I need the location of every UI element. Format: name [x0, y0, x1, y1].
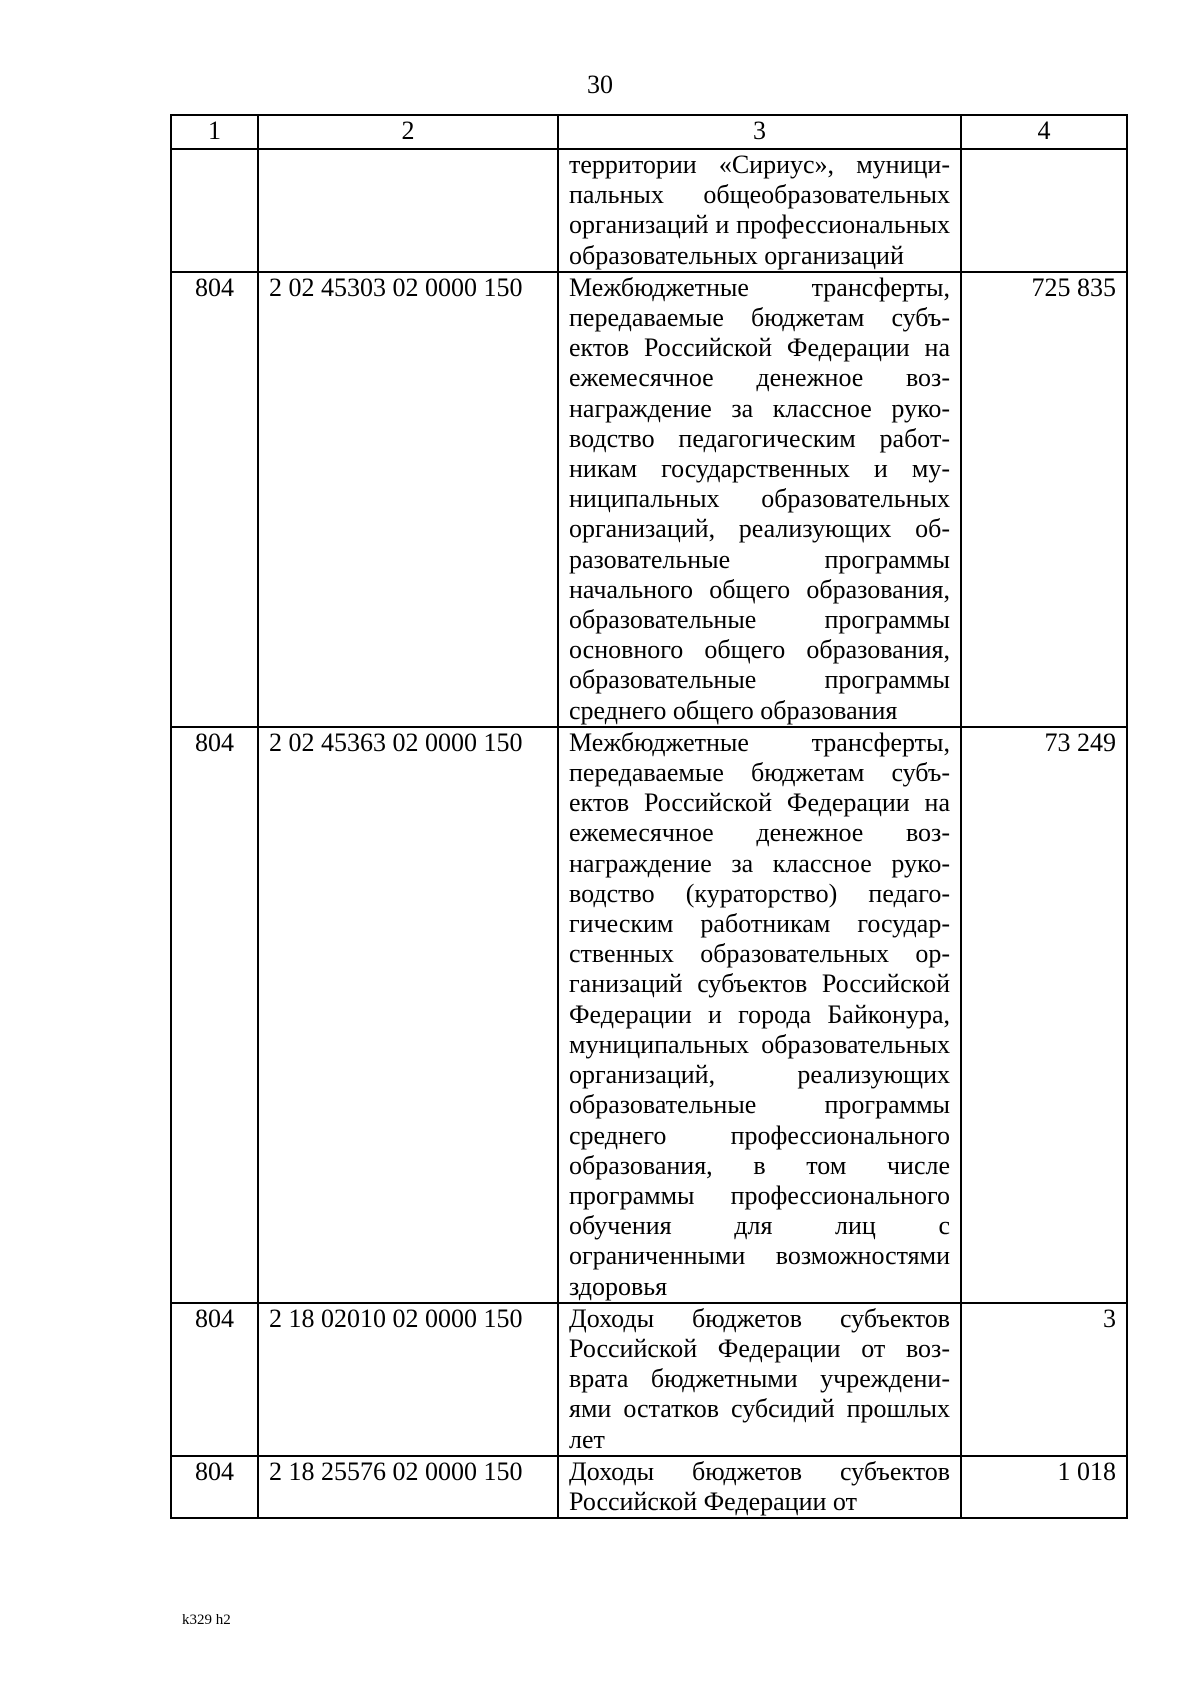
revenue-table: [170, 114, 1128, 1519]
description-cell: Межбюджетные трансферты, передаваемые бюджетам субъектов Российской Федерации на ежемесячное денежное вознаграждение за классное руководство (кураторство) педагогическим работникам государственных образовательных организаций субъектов Российской Федерации и города Байконура, муниципальных образовательных организаций, реализующих образовательные программы среднего профессионального образования, в том числе программы профессионального обучения для лиц с ограниченными возможностями здоровья: [558, 727, 961, 1303]
table-row: [171, 1456, 1127, 1518]
column-header-1: 1: [171, 115, 258, 149]
column-header-4: 4: [961, 115, 1127, 149]
kbk-cell: 2 18 25576 02 0000 150: [258, 1456, 558, 1518]
document-footer-code: k329 h2: [182, 1612, 231, 1628]
column-header-2: 2: [258, 115, 558, 149]
admin-code-cell: 804: [171, 727, 258, 1303]
description-cell: Межбюджетные трансферты, передаваемые бюджетам субъектов Российской Федерации на ежемесячное денежное вознаграждение за классное руководство педагогическим работникам государственных и муниципальных образовательных организаций, реализующих образовательные программы начального общего образования, образовательные программы основного общего образования, образовательные программы среднего общего образования: [558, 272, 961, 727]
page-number: 30: [587, 70, 613, 99]
amount-cell: 3: [961, 1303, 1127, 1456]
kbk-cell: 2 18 02010 02 0000 150: [258, 1303, 558, 1456]
amount-cell: 1 018: [961, 1456, 1127, 1518]
table-row: [171, 149, 1127, 272]
description-cell: Доходы бюджетов субъектов Российской Федерации от: [558, 1456, 961, 1518]
admin-code-cell: 804: [171, 1456, 258, 1518]
description-cell: Доходы бюджетов субъектов Российской Федерации от возврата бюджетными учреждениями остатков субсидий прошлых лет: [558, 1303, 961, 1456]
kbk-cell: [258, 149, 558, 272]
description-cell: территории «Сириус», муниципальных общеобразовательных организаций и профессиональных образовательных организаций: [558, 149, 961, 272]
table-header-row: [171, 115, 1127, 149]
table-row: [171, 1303, 1127, 1456]
amount-cell: [961, 149, 1127, 272]
kbk-cell: 2 02 45303 02 0000 150: [258, 272, 558, 727]
admin-code-cell: 804: [171, 1303, 258, 1456]
table-row: [171, 272, 1127, 727]
amount-cell: 725 835: [961, 272, 1127, 727]
amount-cell: 73 249: [961, 727, 1127, 1303]
admin-code-cell: [171, 149, 258, 272]
column-header-3: 3: [558, 115, 961, 149]
kbk-cell: 2 02 45363 02 0000 150: [258, 727, 558, 1303]
table-row: [171, 727, 1127, 1303]
admin-code-cell: 804: [171, 272, 258, 727]
